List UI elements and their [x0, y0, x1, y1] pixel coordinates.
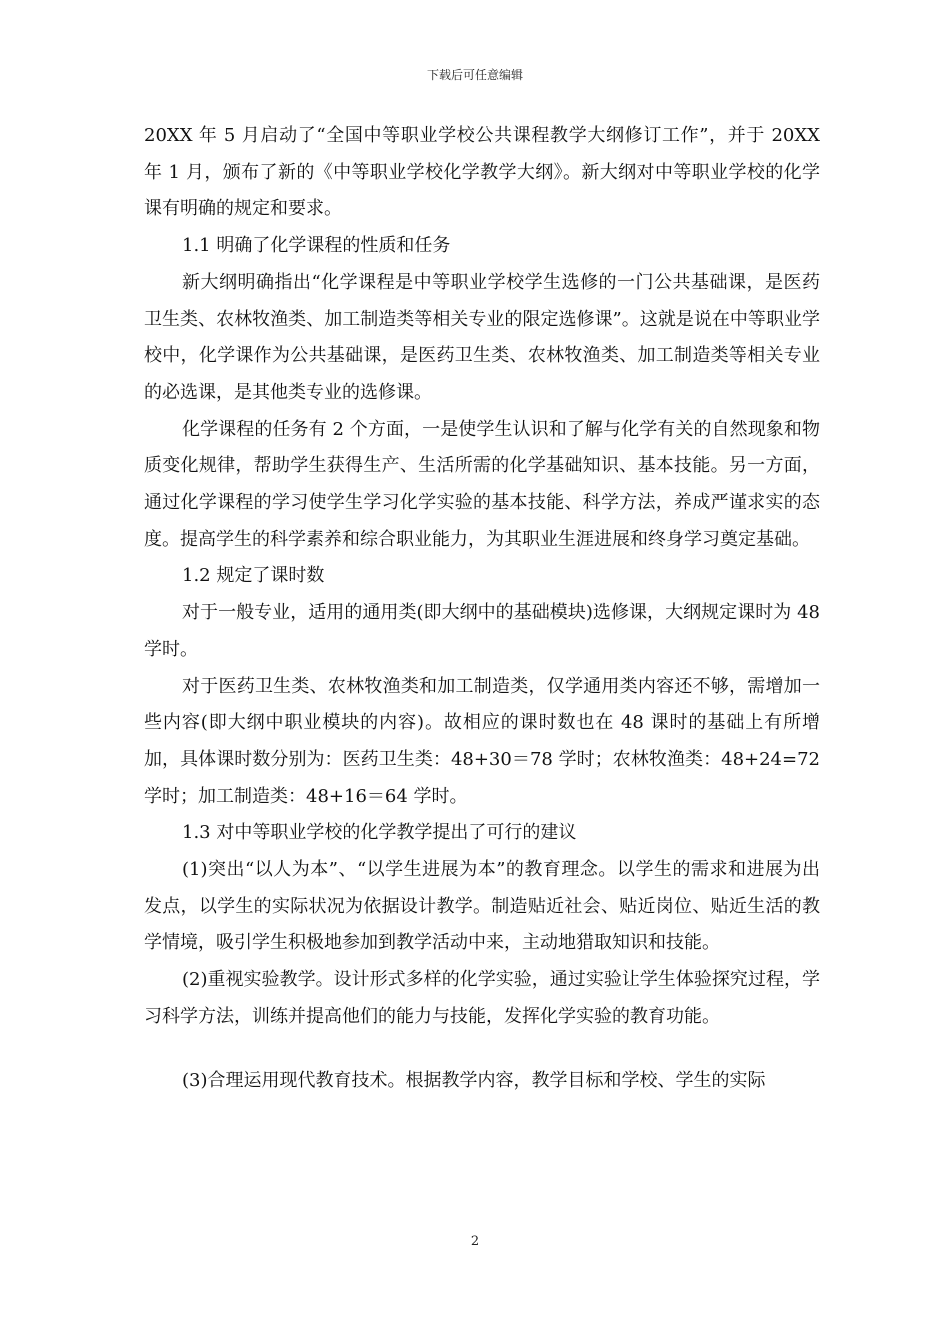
page-number: 2 — [470, 1234, 480, 1249]
document-body — [144, 118, 820, 1099]
paragraph-intro: 20XX 年 5 月启动了“全国中等职业学校公共课程教学大纲修订工作”，并于 20XX 年 1 月，颁布了新的《中等职业学校化学教学大纲》。新大纲对中等职业学校的化学课有明确的规定和要求。 — [144, 125, 820, 220]
section-heading-1-1: 1.1 明确了化学课程的性质和任务 — [182, 235, 451, 257]
section-heading-1-3: 1.3 对中等职业学校的化学教学提出了可行的建议 — [182, 822, 577, 844]
page-header-note: 下载后可任意编辑 — [426, 68, 523, 82]
paragraph-suggestion-3: (3)合理运用现代教育技术。根据教学内容，教学目标和学校、学生的实际 — [182, 1069, 766, 1091]
paragraph-course-nature: 新大纲明确指出“化学课程是中等职业学校学生选修的一门公共基础课，是医药卫生类、农林牧渔类、加工制造类等相关专业的限定选修课”。这就是说在中等职业学校中，化学课作为公共基础课，是医药卫生类、农林牧渔类、加工制造类等相关专业的必选课，是其他类专业的选修课。 — [144, 271, 820, 403]
paragraph-course-tasks: 化学课程的任务有 2 个方面，一是使学生认识和了解与化学有关的自然现象和物质变化规律，帮助学生获得生产、生活所需的化学基础知识、基本技能。另一方面，通过化学课程的学习使学生学习化学实验的基本技能、科学方法，养成严谨求实的态度。提高学生的科学素养和综合职业能力，为其职业生涯进展和终身学习奠定基础。 — [144, 418, 820, 550]
section-heading-1-2: 1.2 规定了课时数 — [182, 565, 325, 587]
paragraph-suggestion-1: (1)突出“以人为本”、“以学生进展为本”的教育理念。以学生的需求和进展为出发点，以学生的实际状况为依据设计教学。制造贴近社会、贴近岗位、贴近生活的教学情境，吸引学生积极地参加到教学活动中来，主动地猎取知识和技能。 — [144, 859, 820, 954]
paragraph-specific-hours: 对于医药卫生类、农林牧渔类和加工制造类，仅学通用类内容还不够，需增加一些内容(即大纲中职业模块的内容)。故相应的课时数也在 48 课时的基础上有所增加，具体课时数分别为：医药卫生类：48+30＝78 学时；农林牧渔类：48+24=72 学时；加工制造类：48+16＝64 学时。 — [144, 675, 820, 807]
paragraph-general-hours: 对于一般专业，适用的通用类(即大纲中的基础模块)选修课，大纲规定课时为 48 学时。 — [144, 602, 820, 660]
paragraph-suggestion-2: (2)重视实验教学。设计形式多样的化学实验，通过实验让学生体验探究过程，学习科学方法，训练并提高他们的能力与技能，发挥化学实验的教育功能。 — [144, 969, 820, 1027]
